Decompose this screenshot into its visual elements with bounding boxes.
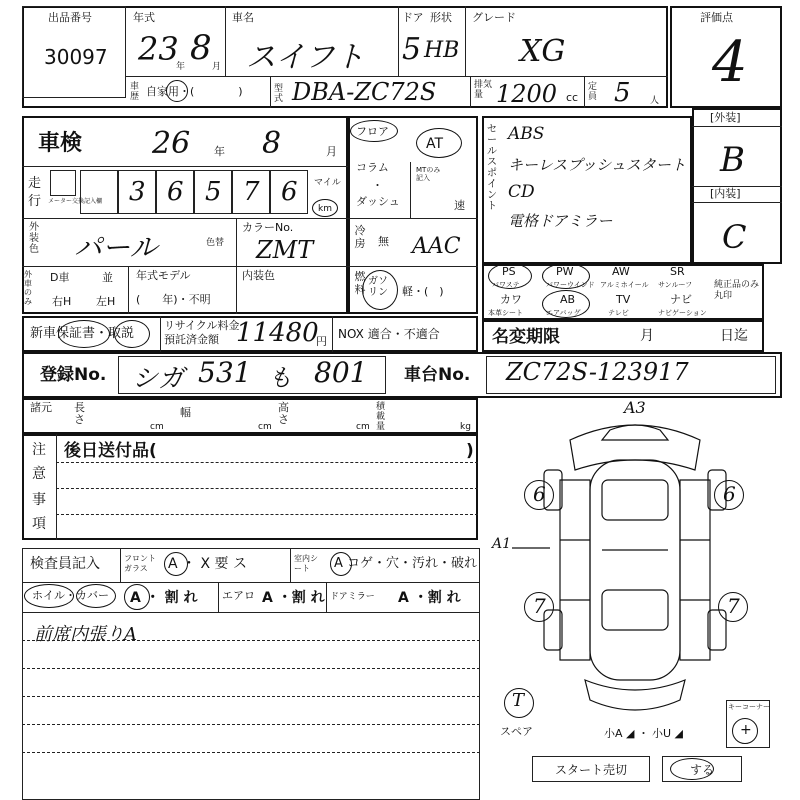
- mileage-digit: 6: [156, 170, 194, 214]
- usage-text: 自家用・( ): [146, 85, 243, 98]
- doors-label: ドア: [402, 11, 424, 24]
- divider: [22, 696, 480, 697]
- divider: [56, 434, 57, 540]
- d-label: D車: [50, 271, 70, 284]
- inspector-title: 検査員記入: [30, 556, 100, 572]
- mileage-digit: 7: [232, 170, 270, 214]
- mileage-unit-km: km: [318, 204, 332, 214]
- exterior-color-label: 外装色: [29, 222, 39, 255]
- gas-label: ガソリン: [368, 276, 388, 298]
- capacity-value: 5: [614, 78, 631, 108]
- fuel-label: 燃料: [354, 270, 366, 296]
- column-label: コラム: [356, 161, 389, 174]
- divider: [128, 266, 129, 314]
- interior-color-label: 内装色: [242, 269, 275, 282]
- sales-point-item: ABS: [508, 124, 545, 144]
- capacity-label: 定員: [588, 82, 598, 102]
- rear-right-value: 7: [727, 594, 740, 618]
- interior-seat-options: A コゲ・穴・汚れ・破れ: [334, 556, 478, 571]
- recycle-label-2: 預託済金額: [164, 333, 219, 346]
- color-change-label: 色替: [206, 238, 225, 248]
- dims-label: 諸元: [30, 401, 52, 414]
- divider: [160, 316, 161, 352]
- wheel-circle-2: [76, 584, 116, 608]
- aero-options: A ・割 れ: [262, 590, 325, 606]
- sales-point-item: 電格ドアミラー: [508, 212, 613, 230]
- option-circle: [542, 290, 590, 318]
- color-no-value: ZMT: [256, 236, 314, 264]
- recycle-unit: 円: [316, 335, 327, 348]
- notes-line-1-end: ): [466, 441, 474, 461]
- notes-char: 事: [32, 492, 46, 508]
- chassis-label: 車台No.: [404, 365, 471, 385]
- exterior-color-value: パール: [74, 231, 158, 264]
- doors-value: 5: [402, 32, 422, 67]
- sales-point-label: セールスポイント: [487, 124, 497, 212]
- divider: [22, 166, 348, 167]
- do-label: する: [689, 762, 714, 777]
- front-left-value: 6: [533, 482, 546, 506]
- car-name-value: スイフト: [246, 40, 365, 75]
- meter-change-box: [50, 170, 76, 196]
- divider: [692, 202, 782, 203]
- parallel-label: 並: [102, 271, 113, 284]
- spare-value: T: [512, 690, 525, 711]
- divider: [348, 218, 478, 219]
- cm-3: cm: [356, 422, 370, 432]
- divider: [692, 126, 782, 127]
- interior-seat-label: 室内シート: [294, 554, 318, 573]
- year-unit: 年: [176, 62, 186, 72]
- mileage-label-2: 行: [28, 194, 42, 209]
- score-label: 評価点: [700, 11, 733, 24]
- inspector-note: 前席内張りA: [34, 624, 137, 645]
- divider: [22, 668, 480, 669]
- chassis-value: ZC72S-123917: [506, 358, 689, 386]
- displacement-unit: cc: [566, 91, 579, 104]
- wheel-circle-1: [24, 584, 74, 608]
- divider: [22, 752, 480, 753]
- wheel-label: ホイル・カバー: [32, 589, 109, 602]
- shaken-month-unit: 月: [326, 145, 337, 158]
- car-diagram: [490, 400, 780, 740]
- diagram-top-mark: A3: [624, 398, 646, 417]
- recycle-label-1: リサイクル料金: [164, 319, 240, 332]
- height-label: 高さ: [278, 401, 289, 426]
- lot-label: 出品番号: [48, 11, 92, 24]
- wheel-options: A ・ 割 れ: [130, 590, 198, 606]
- none-label: 無: [378, 235, 389, 248]
- sales-point-item: CD: [508, 182, 535, 202]
- mt-label: MTのみ記入: [416, 166, 441, 182]
- notes-char: 意: [32, 466, 46, 482]
- warranty-circle-1: [58, 320, 110, 348]
- color-no-label: カラーNo.: [242, 221, 294, 234]
- grade-value: XG: [520, 34, 566, 69]
- shaken-year: 26: [152, 126, 191, 161]
- month-unit: 月: [212, 62, 222, 72]
- width-label: 幅: [180, 406, 191, 419]
- divider: [290, 548, 291, 582]
- small-u-label: 小U ◢: [652, 727, 684, 740]
- divider: [22, 640, 480, 641]
- cm-1: cm: [150, 422, 164, 432]
- option-circle: [542, 263, 590, 289]
- capacity-unit: 人: [650, 96, 660, 106]
- divider: [348, 266, 478, 267]
- do-circle: [670, 758, 714, 780]
- score-value: 4: [712, 30, 748, 95]
- displacement-label: 排気量: [474, 80, 493, 100]
- corner-value: +: [740, 722, 752, 738]
- kg: kg: [460, 422, 471, 432]
- lh-label: 左H: [96, 295, 116, 308]
- divider: [236, 218, 237, 266]
- model-year-text: ( 年)・不明: [136, 293, 211, 306]
- at-circle: [416, 128, 462, 158]
- reg-value-4: 801: [314, 356, 368, 389]
- month-value: 8: [190, 28, 212, 68]
- ac-label: 冷房: [354, 224, 366, 250]
- ext-grade-label: [外装]: [710, 111, 741, 124]
- notes-line-1: 後日送付品(: [64, 441, 157, 461]
- divider: [470, 76, 471, 108]
- name-change-month: 月: [640, 328, 654, 344]
- mileage-digit: 6: [270, 170, 308, 214]
- divider: [22, 266, 348, 267]
- model-label: 型式: [274, 84, 284, 104]
- int-grade-label: [内装]: [710, 187, 741, 200]
- start-sell-button[interactable]: [532, 756, 650, 782]
- ext-grade-value: B: [720, 140, 745, 180]
- mirror-options: A ・割 れ: [398, 590, 461, 606]
- wheel-option-circle: [124, 584, 150, 610]
- divider: [22, 724, 480, 725]
- front-glass-label: フロントガラス: [124, 554, 156, 573]
- shape-value: HB: [424, 38, 460, 63]
- reg-value-2: 531: [198, 356, 252, 389]
- front-right-value: 6: [723, 482, 736, 506]
- grade-label: グレード: [472, 11, 516, 24]
- notes-char: 注: [32, 442, 46, 458]
- load-label: 積載量: [376, 402, 386, 432]
- interior-seat-circle: [330, 552, 352, 576]
- mileage-digit: 3: [118, 170, 156, 214]
- divider: [326, 582, 327, 612]
- year-value: 23: [138, 30, 179, 68]
- divider: [332, 316, 333, 352]
- divider: [225, 6, 226, 76]
- divider: [120, 548, 121, 582]
- divider: [584, 76, 585, 108]
- displacement-value: 1200: [496, 80, 558, 108]
- cm-2: cm: [258, 422, 272, 432]
- front-glass-options: A ・ X 要 ス: [168, 556, 247, 572]
- divider: [236, 266, 237, 314]
- divider: [56, 488, 478, 489]
- divider: [56, 514, 478, 515]
- reg-label: 登録No.: [40, 365, 107, 385]
- shaken-label: 車検: [38, 131, 83, 156]
- reg-value-1: シガ: [132, 364, 185, 394]
- length-label: 長さ: [74, 401, 85, 426]
- nox-label: NOX 適合・不適合: [338, 327, 440, 341]
- start-sell-label: スタート売切: [554, 762, 627, 777]
- mileage-unit-mile: マイル: [314, 178, 341, 188]
- mileage-label-1: 走: [28, 176, 42, 191]
- int-grade-value: C: [722, 218, 747, 256]
- genuine-label: 純正品のみ丸印: [714, 280, 760, 301]
- light-label: 軽・( ): [402, 285, 444, 298]
- mirror-label: ドアミラー: [330, 592, 375, 602]
- speed-label: 速: [454, 199, 465, 212]
- mileage-digit: 5: [194, 170, 232, 214]
- notes-char: 項: [32, 516, 46, 532]
- spare-label: スペア: [500, 725, 533, 738]
- name-change-day: 日迄: [720, 328, 748, 344]
- usage-label: 車歴: [130, 82, 140, 102]
- divider: [270, 76, 271, 108]
- front-glass-circle: [164, 552, 188, 576]
- divider: [126, 76, 668, 77]
- shape-label: 形状: [430, 11, 452, 24]
- divider: [465, 6, 466, 76]
- model-year-label: 年式モデル: [136, 269, 191, 282]
- year-label: 年式: [133, 11, 155, 24]
- divider: [218, 582, 219, 612]
- model-value: DBA-ZC72S: [292, 78, 437, 106]
- sales-point-item: キーレスプッシュスタート: [508, 156, 686, 174]
- dash-label: ダッシュ: [356, 195, 400, 208]
- divider: [22, 612, 480, 613]
- usage-circle: [166, 80, 188, 102]
- gas-circle: [362, 270, 398, 310]
- divider: [56, 462, 478, 463]
- divider: [410, 162, 411, 218]
- warranty-circle-2: [114, 320, 150, 348]
- ext-count-label: 外車のみ: [24, 270, 32, 306]
- lot-number: 30097: [44, 45, 108, 69]
- ac-value: AAC: [412, 234, 461, 259]
- option-circle: [488, 263, 532, 289]
- km-circle: [312, 199, 338, 217]
- car-name-label: 車名: [232, 11, 254, 24]
- at-label: AT: [426, 136, 444, 152]
- corner-label: キーコーナー: [728, 703, 770, 711]
- divider: [22, 218, 348, 219]
- mileage-digit: [80, 170, 118, 214]
- dot-sep: ・: [372, 179, 383, 192]
- reg-value-3: も: [268, 364, 292, 392]
- recycle-value: 11480: [236, 318, 319, 348]
- name-change-label: 名変期限: [492, 327, 560, 347]
- divider: [22, 582, 480, 583]
- meter-change-label: メーター交換記入欄: [48, 198, 103, 205]
- shaken-year-unit: 年: [214, 145, 225, 158]
- aero-label: エアロ: [222, 589, 255, 602]
- small-a-label: 小A ◢ ・: [604, 727, 649, 740]
- divider: [398, 6, 399, 76]
- dims-frame: [22, 398, 478, 434]
- warranty-label: 新車保証書・取説: [30, 326, 135, 341]
- rh-label: 右H: [52, 295, 72, 308]
- rear-left-value: 7: [533, 594, 546, 618]
- floor-circle: [350, 120, 398, 142]
- mileage-digits: [80, 170, 312, 214]
- floor-label: フロア: [356, 125, 389, 138]
- diagram-left-mark: A1: [492, 536, 512, 552]
- shaken-month: 8: [262, 126, 282, 161]
